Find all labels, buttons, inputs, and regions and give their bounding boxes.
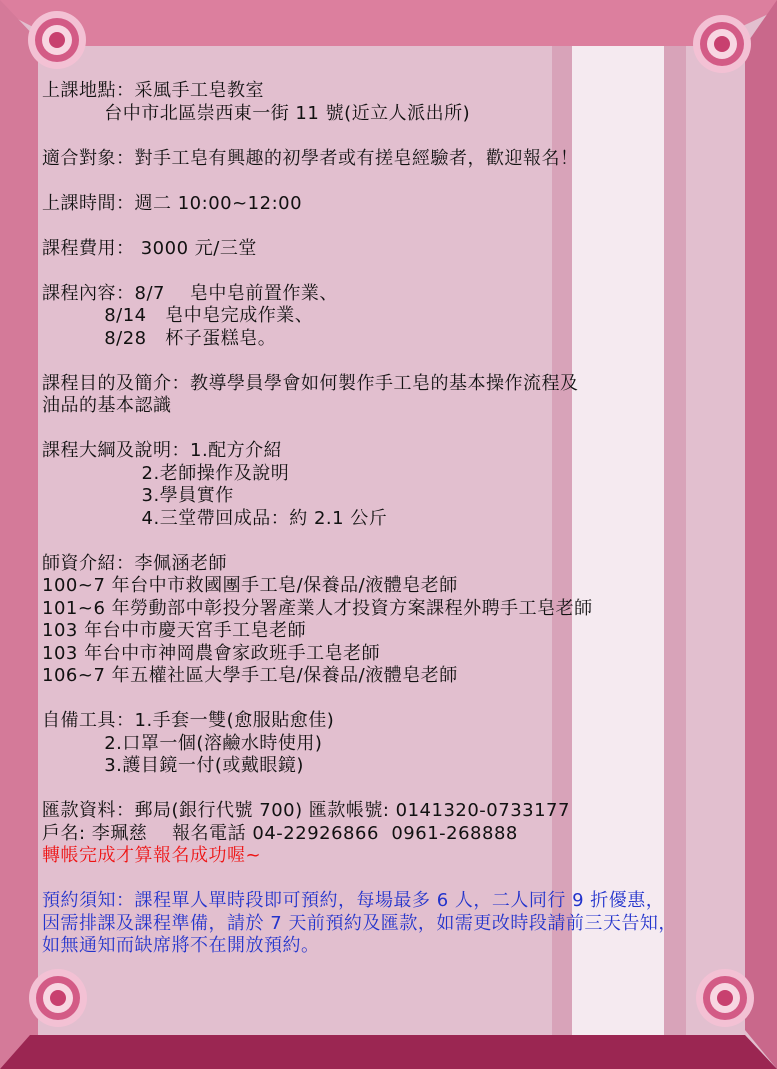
corner-ornament-bottom-right-icon xyxy=(696,969,754,1027)
teacher-line: 101~6 年勞動部中彰投分署產業人才投資方案課程外聘手工皂老師 xyxy=(42,597,593,619)
location-line: 上課地點：采風手工皂教室 xyxy=(42,80,264,101)
teacher-line: 103 年台中市慶天宮手工皂老師 xyxy=(42,620,307,641)
booking-line: 因需排課及課程準備，請於 7 天前預約及匯款，如需更改時段請前三天告知， xyxy=(42,912,677,934)
tools-line: 自備工具：1.手套一雙(愈服貼愈佳) xyxy=(42,710,335,731)
outline-line: 課程大綱及說明：1.配方介紹 xyxy=(42,440,283,461)
tools-line: 2.口罩一個(溶鹼水時使用) xyxy=(42,732,323,754)
payment-line: 匯款資料：郵局(銀行代號 700) 匯款帳號: 0141320-0733177 xyxy=(42,800,570,821)
flyer-content xyxy=(42,80,772,958)
corner-ornament-top-right-icon xyxy=(693,15,751,73)
corner-ornament-bottom-left-icon xyxy=(29,969,87,1027)
teacher-line: 106~7 年五權社區大學手工皂/保養品/液體皂老師 xyxy=(42,665,458,686)
contents-line: 8/14 皂中皂完成作業、 xyxy=(42,305,314,326)
payment-line: 戶名: 李珮慈 報名電話 04-22926866 0961-268888 xyxy=(42,822,518,844)
teacher-line: 103 年台中市神岡農會家政班手工皂老師 xyxy=(42,642,381,664)
time-line: 上課時間：週二 10:00~12:00 xyxy=(42,192,303,214)
teacher-line: 師資介紹：李佩涵老師 xyxy=(42,552,227,574)
corner-ornament-top-left-icon xyxy=(28,11,86,69)
payment-notice: 轉帳完成才算報名成功喔~ xyxy=(42,845,262,866)
outline-line: 3.學員實作 xyxy=(42,485,234,506)
audience-line: 適合對象：對手工皂有興趣的初學者或有搓皂經驗者，歡迎報名！ xyxy=(42,147,579,169)
address-line: 台中市北區崇西東一街 11 號(近立人派出所) xyxy=(42,102,471,124)
booking-line: 如無通知而缺席將不在開放預約。 xyxy=(42,935,320,956)
contents-line: 8/28 杯子蛋糕皂。 xyxy=(42,327,277,349)
outline-line: 2.老師操作及說明 xyxy=(42,462,290,484)
contents-line: 課程內容：8/7 皂中皂前置作業、 xyxy=(42,282,338,304)
outline-line: 4.三堂帶回成品：約 2.1 公斤 xyxy=(42,507,388,529)
tools-line: 3.護目鏡一付(或戴眼鏡) xyxy=(42,755,304,776)
fee-line: 課程費用： 3000 元/三堂 xyxy=(42,237,257,259)
purpose-line: 油品的基本認識 xyxy=(42,395,172,416)
booking-line: 預約須知：課程單人單時段即可預約，每場最多 6 人，二人同行 9 折優惠， xyxy=(42,890,665,911)
purpose-line: 課程目的及簡介：教導學員學會如何製作手工皂的基本操作流程及 xyxy=(42,372,579,394)
teacher-line: 100~7 年台中市救國團手工皂/保養品/液體皂老師 xyxy=(42,575,458,596)
